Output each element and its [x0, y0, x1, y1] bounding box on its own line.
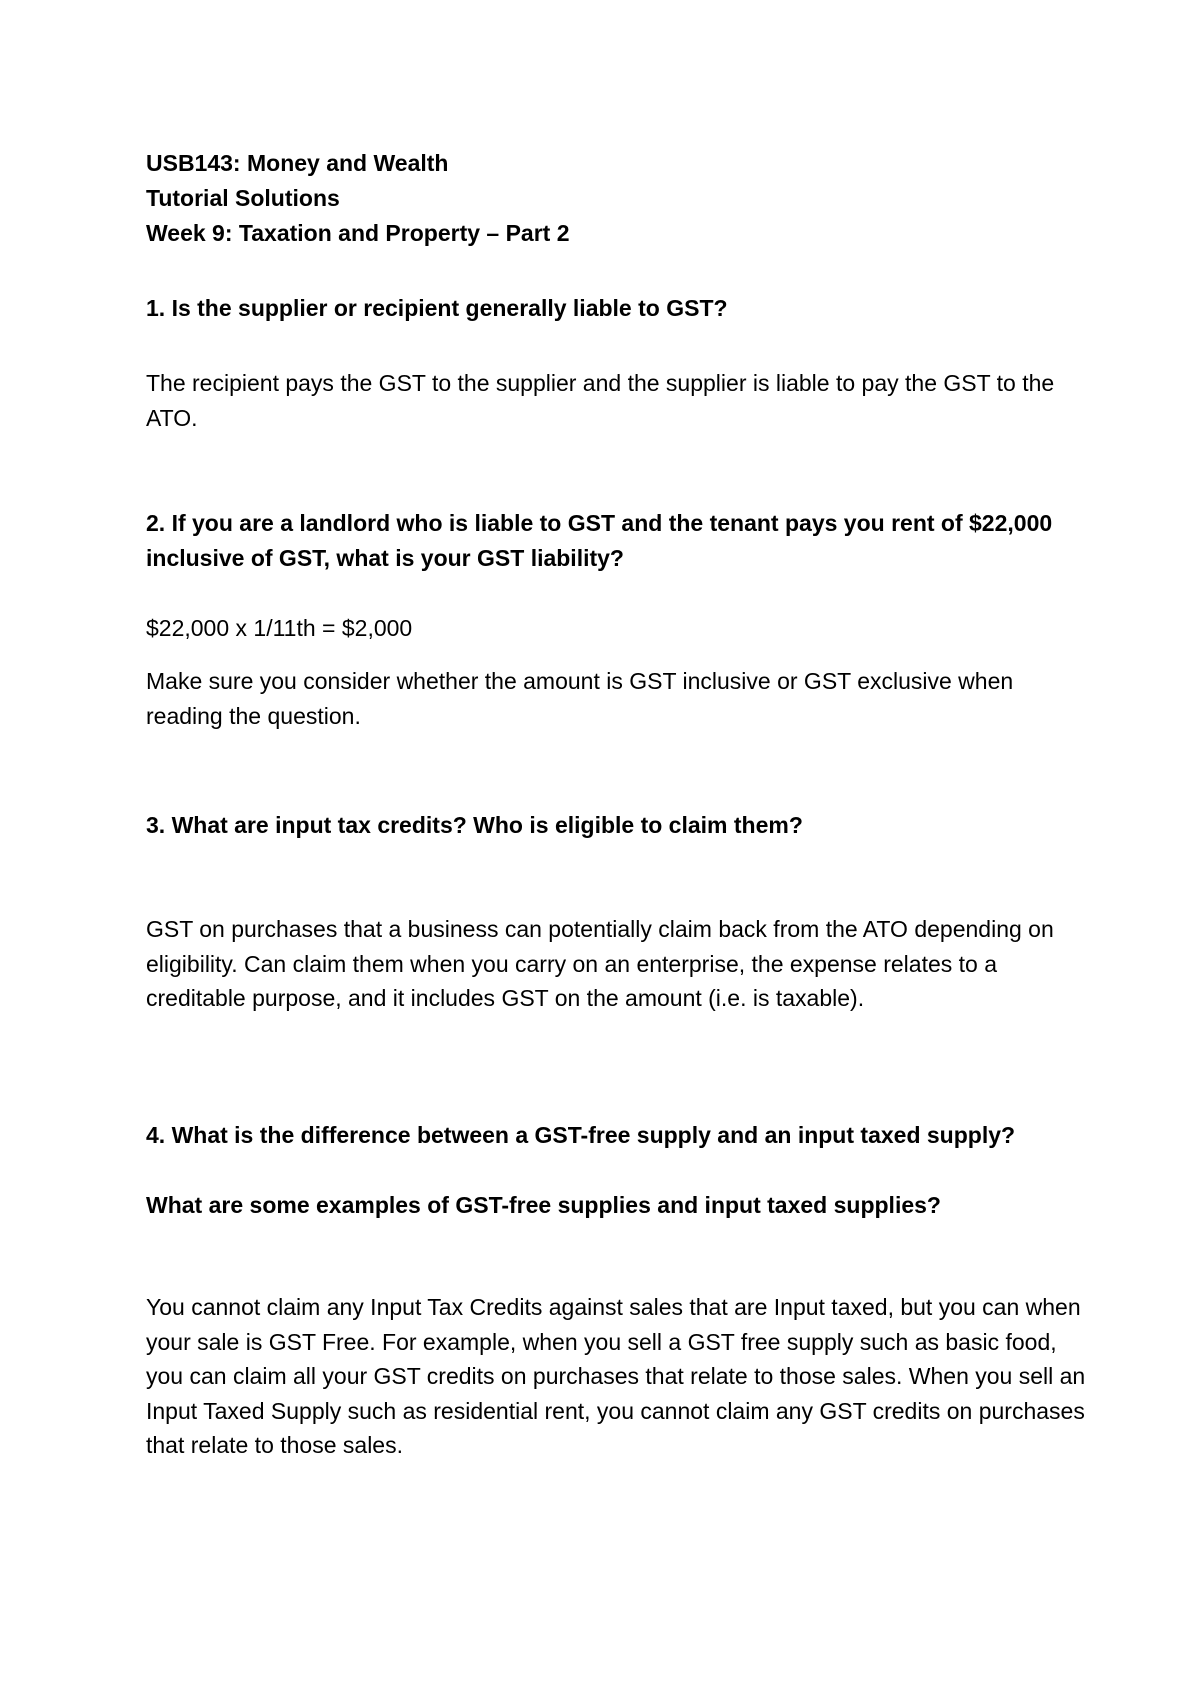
question-3: 3. What are input tax credits? Who is eligible to claim them? — [146, 812, 803, 838]
course-title: USB143: Money and Wealth — [146, 150, 449, 176]
answer-4: You cannot claim any Input Tax Credits against sales that are Input taxed, but you can when your sale is GST Free. For example, when you sell a GST free supply such as basic food, you can claim all your GST credits on purchases that relate to those sales. When you sell an Input Taxed Supply such as residential rent, you cannot claim any GST credits on purchases that relate to those sales. — [146, 1294, 1086, 1458]
answer-1: The recipient pays the GST to the supplier and the supplier is liable to pay the GST to the ATO. — [146, 370, 1055, 431]
question-1: 1. Is the supplier or recipient generally liable to GST? — [146, 295, 728, 321]
document-subtitle: Tutorial Solutions — [146, 185, 340, 211]
week-title: Week 9: Taxation and Property – Part 2 — [146, 220, 570, 246]
question-4-part-2: What are some examples of GST-free supplies and input taxed supplies? — [146, 1192, 941, 1218]
question-2: 2. If you are a landlord who is liable to GST and the tenant pays you rent of $22,000 inclusive of GST, what is your GST liability? — [146, 510, 1053, 571]
calculation-2: $22,000 x 1/11th = $2,000 — [146, 615, 413, 641]
question-4: 4. What is the difference between a GST-free supply and an input taxed supply? — [146, 1122, 1016, 1148]
answer-3: GST on purchases that a business can potentially claim back from the ATO depending on eligibility. Can claim them when you carry on an enterprise, the expense relates to a creditable purpose, and it includes GST on the amount (i.e. is taxable). — [146, 916, 1054, 1011]
answer-2: Make sure you consider whether the amount is GST inclusive or GST exclusive when reading the question. — [146, 668, 1014, 729]
